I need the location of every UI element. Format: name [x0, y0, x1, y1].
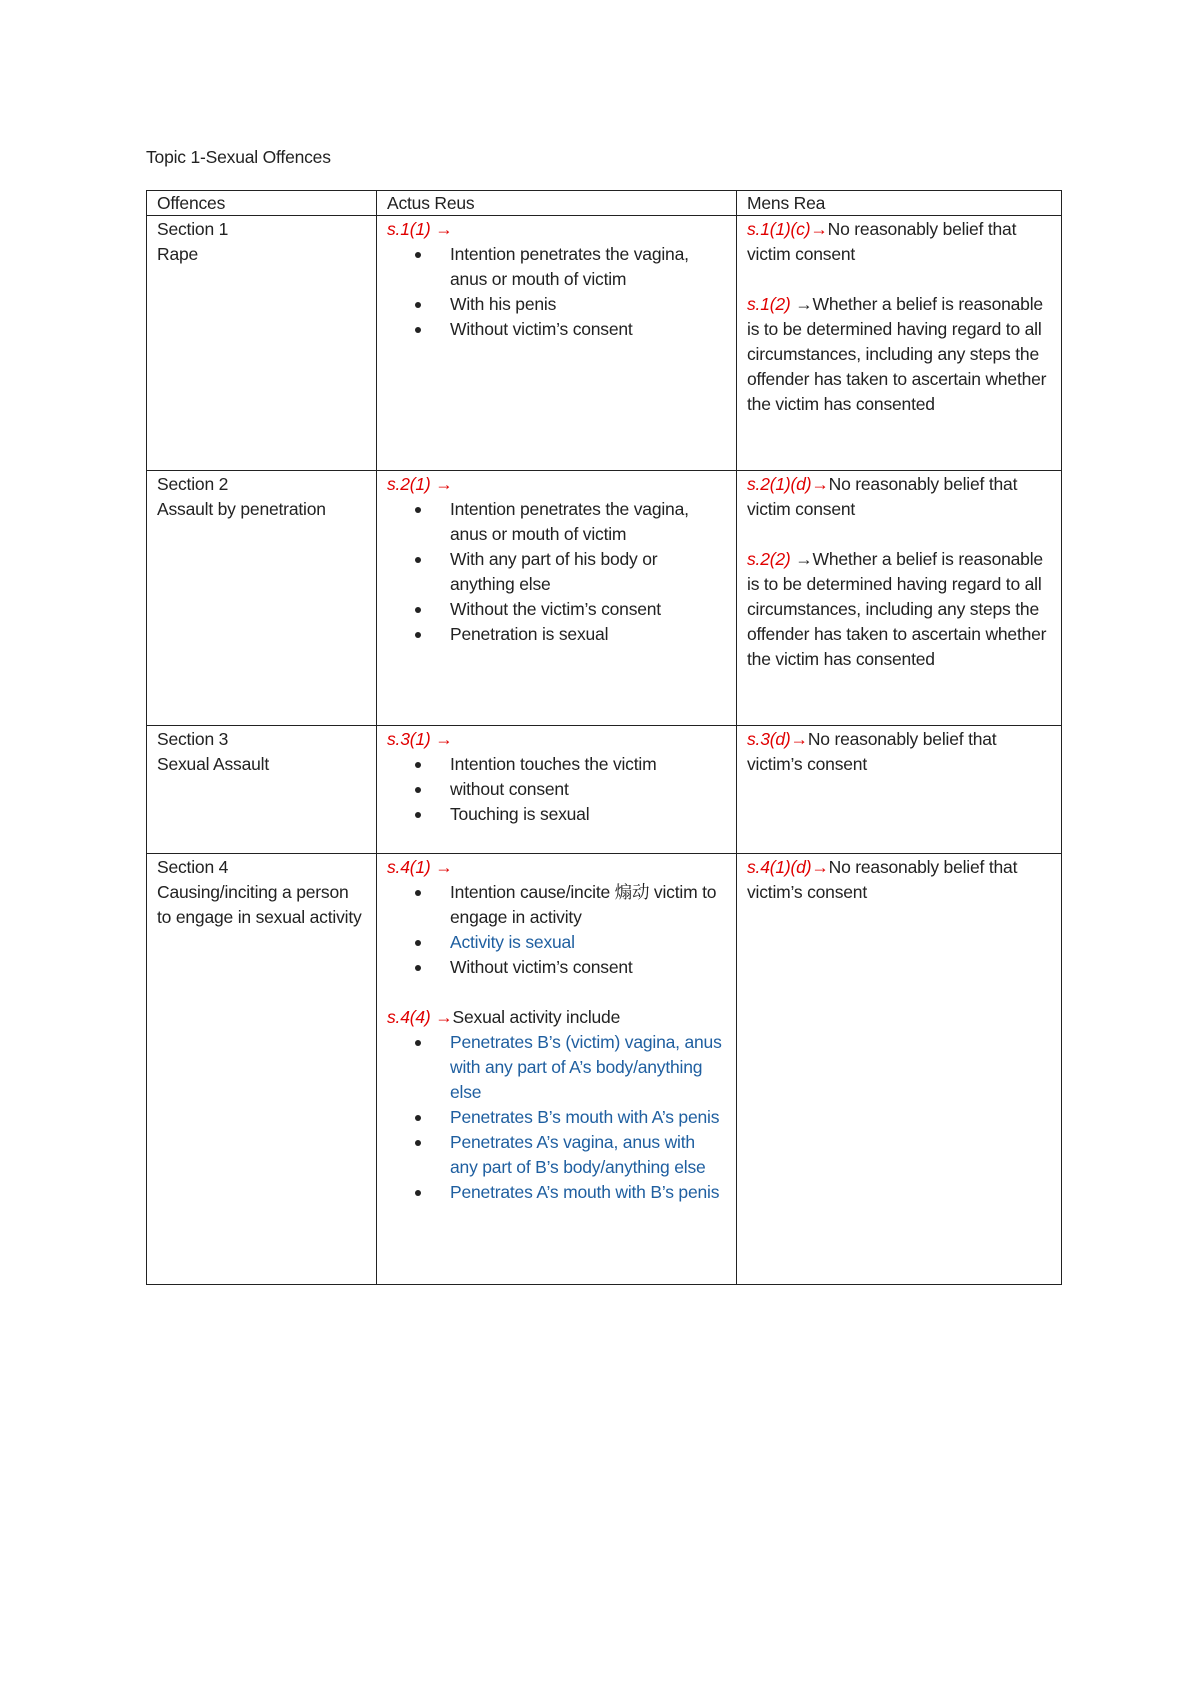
offence-cell: [147, 726, 377, 854]
list-item: Intention cause/incite 煽动 victim to engage in activity: [450, 880, 726, 930]
arrow-icon: →: [435, 1007, 453, 1027]
mens-rea-text: No reasonably belief that victim consent: [747, 219, 1017, 264]
actus-reus-cell: [377, 216, 737, 471]
list-item: Without victim’s consent: [450, 955, 726, 980]
statute-reference: s.3(1): [387, 729, 431, 749]
table-row: [147, 726, 1062, 854]
actus-reus-cell: [377, 471, 737, 726]
list-item: Penetrates B’s (victim) vagina, anus with any part of A’s body/anything else: [450, 1030, 726, 1105]
arrow-icon: →: [795, 294, 813, 314]
offence-section: Section 4: [157, 857, 229, 877]
offence-section: Section 2: [157, 474, 229, 494]
mens-rea-cell: [737, 471, 1062, 726]
offence-name: Sexual Assault: [157, 754, 269, 774]
statute-reference: s.4(1)(d): [747, 857, 812, 877]
mens-rea-cell: [737, 854, 1062, 1285]
arrow-icon: →: [795, 549, 813, 569]
arrow-icon: →: [435, 857, 453, 877]
header-offences: Offences: [147, 191, 377, 216]
header-mens-rea: Mens Rea: [737, 191, 1062, 216]
statute-reference: s.2(1): [387, 474, 431, 494]
mens-rea-cell: [737, 216, 1062, 471]
arrow-icon: →: [810, 219, 828, 239]
statute-reference: s.4(4): [387, 1007, 431, 1027]
offences-table: [146, 190, 1062, 1285]
list-item: without consent: [450, 777, 726, 802]
mens-rea-text: No reasonably belief that victim’s consent: [747, 729, 997, 774]
sexual-activity-heading: Sexual activity include: [452, 1007, 621, 1027]
table-row: [147, 854, 1062, 1285]
list-item: Intention touches the victim: [450, 752, 726, 777]
list-item: With his penis: [450, 292, 726, 317]
table-header-row: [147, 191, 1062, 216]
mens-rea-text: Whether a belief is reasonable is to be determined having regard to all circumstances, including any steps the offender has taken to ascertain whether the victim has consented: [747, 294, 1047, 414]
table-row: [147, 471, 1062, 726]
list-item: With any part of his body or anything else: [450, 547, 726, 597]
offence-section: Section 3: [157, 729, 229, 749]
element-list: [387, 880, 726, 980]
list-item: Activity is sexual: [450, 930, 726, 955]
table-row: [147, 216, 1062, 471]
list-item: Penetration is sexual: [450, 622, 726, 647]
offence-name: Causing/inciting a person to engage in sexual activity: [157, 882, 362, 927]
list-item: Intention penetrates the vagina, anus or mouth of victim: [450, 242, 726, 292]
arrow-icon: →: [435, 474, 453, 494]
header-actus-reus: Actus Reus: [377, 191, 737, 216]
statute-reference: s.2(1)(d): [747, 474, 812, 494]
statute-reference: s.1(2): [747, 294, 791, 314]
statute-reference: s.1(1)(c): [747, 219, 811, 239]
list-item: Penetrates B’s mouth with A’s penis: [450, 1105, 726, 1130]
document-title: Topic 1-Sexual Offences: [146, 147, 331, 167]
arrow-icon: →: [790, 729, 808, 749]
offence-name: Rape: [157, 244, 199, 264]
list-item: Without the victim’s consent: [450, 597, 726, 622]
list-item: Touching is sexual: [450, 802, 726, 827]
list-item: Penetrates A’s vagina, anus with any part of B’s body/anything else: [450, 1130, 726, 1180]
list-item: Intention penetrates the vagina, anus or mouth of victim: [450, 497, 726, 547]
actus-reus-cell: [377, 726, 737, 854]
element-list: [387, 242, 726, 342]
sexual-activity-list: [387, 1030, 726, 1205]
list-item: Without victim’s consent: [450, 317, 726, 342]
mens-rea-text: Whether a belief is reasonable is to be determined having regard to all circumstances, including any steps the offender has taken to ascertain whether the victim has consented: [747, 549, 1047, 669]
offence-cell: [147, 471, 377, 726]
statute-reference: s.2(2): [747, 549, 791, 569]
statute-reference: s.4(1): [387, 857, 431, 877]
statute-reference: s.3(d): [747, 729, 791, 749]
mens-rea-text: No reasonably belief that victim consent: [747, 474, 1018, 519]
arrow-icon: →: [435, 219, 453, 239]
offence-cell: [147, 216, 377, 471]
actus-reus-cell: [377, 854, 737, 1285]
element-list: [387, 752, 726, 827]
mens-rea-text: No reasonably belief that victim’s consent: [747, 857, 1018, 902]
mens-rea-cell: [737, 726, 1062, 854]
offence-cell: [147, 854, 377, 1285]
arrow-icon: →: [811, 474, 829, 494]
arrow-icon: →: [435, 729, 453, 749]
arrow-icon: →: [811, 857, 829, 877]
element-list: [387, 497, 726, 647]
statute-reference: s.1(1): [387, 219, 431, 239]
offence-name: Assault by penetration: [157, 499, 326, 519]
list-item: Penetrates A’s mouth with B’s penis: [450, 1180, 726, 1205]
offence-section: Section 1: [157, 219, 229, 239]
